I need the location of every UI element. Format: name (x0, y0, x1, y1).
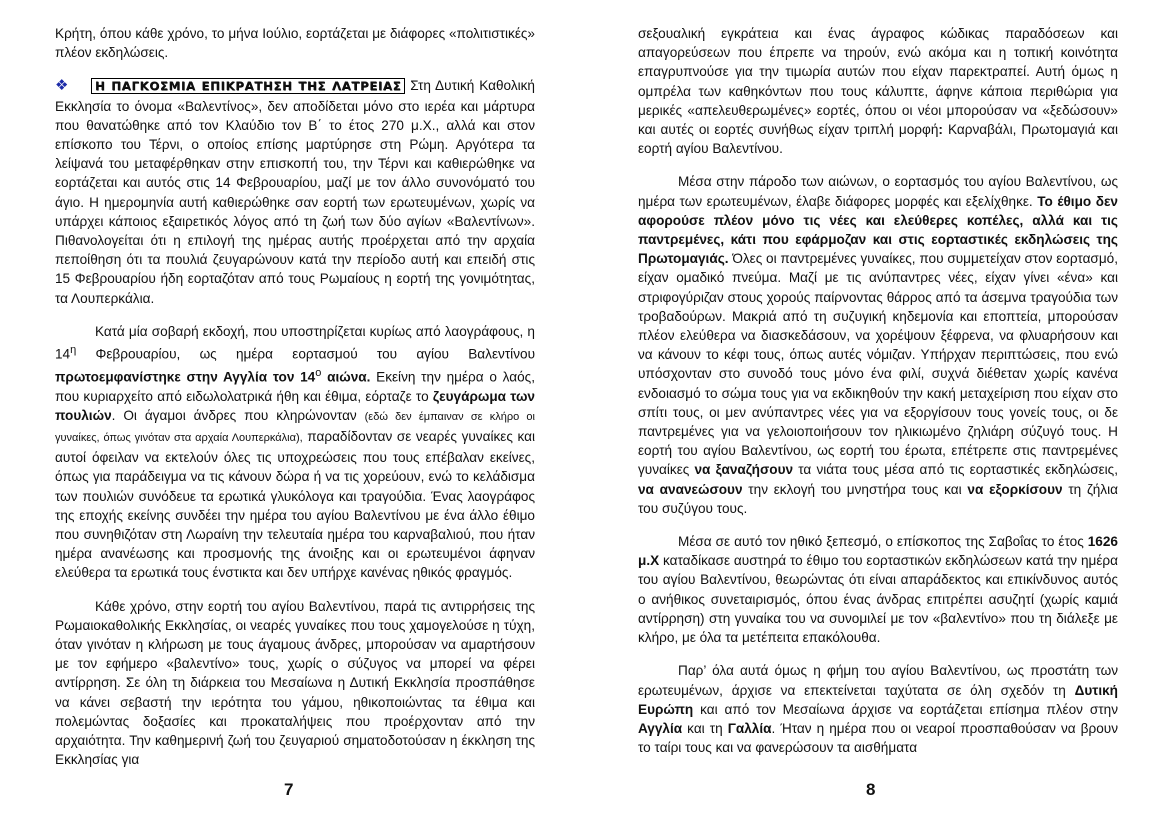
left-page (55, 24, 535, 784)
page-number-right: 8 (866, 780, 876, 799)
bold-text: να εξορκίσουν (967, 481, 1063, 497)
text-segment: παραδίδονταν σε νεαρές γυναίκες και αυτοί όφειλαν να εκτελούν όλες τις υποχρεώσεις που τους επέβαλαν εκείνες, όπως για παράδειγμα να τις κάνουν δώρα ή να τις χορεύουν, ενώ το κελάδισμα των πουλιών συνόδευε τα ερωτικά γλυκόλογα και τραγούδια. Ένας λαογράφος της εποχής εκείνης συνδέει την ημέρα του αγίου Βαλεντίνου με ένα άλλο έθιμο που συνηθιζόταν στη Λωραίνη την τελευταία ημέρα του καρναβαλιού, που ήταν ημέρα ανανέωσης και προσμονής της άνοιξης και οι ερωτευμένοι άφηναν ελεύθερα τα ερωτικά τους ένστικτα και δεν υπήρχε κανένας ηθικός φραγμός. (55, 428, 535, 581)
diamond-bullet-icon: ❖ (55, 77, 69, 95)
paragraph-text: Στη Δυτική Καθολική Εκκλησία το όνομα «Βαλεντίνος», δεν αποδίδεται μόνο στο ιερέα και μάρτυρα που θανατώθηκε από τον Κλαύδιο τον Β΄ το έτος 270 μ.Χ., αλλά και στον επίσκοπο του Τέρνι, ο οποίος επίσης μαρτύρησε στη Ρώμη. Αργότερα τα λείψανά του μεταφέρθηκαν στην επισκοπή του, την Τέρνι και καθιερώθηκε να εορτάζεται και αυτός στις 14 Φεβρουαρίου, μαζί με τον άλλο συνονόματό του άγιο. Η ημερομηνία αυτή καθιερώθηκε σαν εορτή των ερωτευμένων, χωρίς να υπάρχει κάποιος εξαιρετικός λόγος από τη ζωή των δύο αγίων «Βαλεντίνων». Πιθανολογείται ότι η επιλογή της ημέρας αυτής προέρχεται από την αρχαία πεποίθηση ότι τα πουλιά ζευγαρώνουν κατά την περίοδο αυτή και επειδή στις 15 Φεβρουαρίου ήδη εορταζόταν από τους Ρωμαίους η εορτή της γονιμότητας, τα Λουπερκάλια. (55, 78, 535, 306)
bold-text: Το έθιμο δεν αφορούσε πλέον μόνο τις νέες και ελεύθερες κοπέλες, αλλά και τις παντρεμένες, κάτι που εφάρμοζαν και στις εορταστικές εκδηλώσεις της Πρωτομαγιάς. (638, 193, 1118, 267)
intro-text: Κρήτη, όπου κάθε χρόνο, το μήνα Ιούλιο, εορτάζεται με διάφορες «πολιτιστικές» πλέον εκδηλώσεις. (55, 26, 535, 61)
text-segment: Φεβρουαρίου, ως ημέρα εορτασμού του αγίου Βαλεντίνου (76, 346, 535, 362)
text-segment: τα νιάτα τους μέσα από τις εορταστικές εκδηλώσεις, (793, 462, 1118, 478)
section-heading: Η ΠΑΓΚΟΣΜΙΑ ΕΠΙΚΡΑΤΗΣΗ ΤΗΣ ΛΑΤΡΕΙΑΣ (91, 78, 405, 94)
bold-text: Αγγλία (638, 720, 683, 736)
left-intro-paragraph (55, 24, 535, 62)
left-paragraph-1 (55, 76, 535, 307)
text-segment: . Οι άγαμοι άνδρες που κληρώνονταν (111, 407, 365, 423)
bold-text: Δυτική Ευρώπη (638, 682, 1118, 717)
paragraph-text: Κάθε χρόνο, στην εορτή του αγίου Βαλεντίνου, παρά τις αντιρρήσεις της Ρωμαιοκαθολικής Εκκλησίας, οι νεαρές γυναίκες που τους χαμογελούσε η τύχη, όταν γινόταν η κλήρωση με τους άγαμους άνδρες, μπορούσαν να αμαρτήσουν με τον εφήμερο «βαλεντίνο» τους, χωρίς ο σύζυγος να μπορεί να φέρει αντίρρηση. Σε όλη τη διάρκεια του Μεσαίωνα η Δυτική Εκκλησία προσπάθησε να κάνει σεβαστή την ιερότητα του γάμου, ηθικοποιώντας τα έθιμα και πολεμώντας δοξασίες και προκαταλήψεις που προέρχονταν από την αρχαιότητα. Την καθημερινή ζωή του ζευγαριού σηματοδοτούσαν η έκκληση της Εκκλησίας για (55, 598, 535, 768)
text-segment: Κατά μία σοβαρή εκδοχή, που υποστηρίζεται κυρίως από λαογράφους, η 14 (55, 323, 535, 362)
bold-text: πρωτοεμφανίστηκε στην Αγγλία τον 14 (55, 369, 316, 385)
right-page (638, 24, 1118, 784)
text-segment: Καρναβάλι, Πρωτομαγιά και εορτή αγίου Βαλεντίνου. (638, 122, 1118, 157)
bold-text: : (938, 122, 943, 138)
text-segment: και από τον Μεσαίωνα άρχισε να εορτάζεται επίσημα πλέον στην (693, 701, 1118, 717)
text-segment: Παρ’ όλα αυτά όμως η φήμη του αγίου Βαλεντίνου, ως προστάτη των ερωτευμένων, άρχισε να επεκτείνεται ταχύτατα σε όλη σχεδόν τη (638, 663, 1118, 698)
text-segment: Όλες οι παντρεμένες γυναίκες, που συμμετείχαν στον εορτασμό, είχαν ομαδικό πνεύμα. Μαζί με τις ανύπαντρες νέες, είχαν γίνει «ένα» και στριφογύριζαν στους χορούς παίρνοντας θάρρος από τα άσεμνα τραγούδια των τροβαδούρων. Μακριά από τη συζυγική κηδεμονία και εποπτεία, μπορούσαν πλέον ελεύθερα να διασκεδάσουν, να χορέψουν ξέφρενα, να φλυαρήσουν και να κάνουν το κέφι τους, όπως αυτές νόμιζαν. Υπήρχαν περιπτώσεις, που ενώ υπόσχονταν στο συνοδό τους μόνο ένα φιλί, συχνά διέθεταν χωρίς κανένα ενδοιασμό το σώμα τους για να εκδικηθούν την κακή μεταχείριση που είχαν στο σπίτι τους, οι μεν ανύπαντρες νέες για να εξοργίσουν τους γονείς τους, οι δε παντρεμένες για να γελοιοποιήσουν τον ηλικιωμένο ζηλιάρη σύζυγό τους. Η εορτή του αγίου Βαλεντίνου, ως εορτή του έρωτα, επέτρεπε στις παντρεμένες γυναίκες (638, 251, 1118, 478)
page-number-left: 7 (284, 780, 294, 799)
bold-text: Γαλλία (727, 720, 772, 736)
text-segment: Εκείνη την ημέρα ο λαός, που κυριαρχείτο από ειδωλολατρικά ήθη και έθιμα, εόρταζε το (55, 369, 535, 404)
text-segment: Μέσα σε αυτό τον ηθικό ξεπεσμό, ο επίσκοπος της Σαβοΐας το έτος (678, 534, 1088, 550)
text-segment: . Ήταν η ημέρα που οι νεαροί προσπαθούσαν να βρουν το ταίρι τους και να φανερώσουν τα αισθήματα (638, 720, 1118, 756)
right-paragraph-3 (638, 532, 1118, 647)
right-paragraph-4 (638, 661, 1118, 757)
text-segment: καταδίκασε αυστηρά το έθιμο του εορταστικών εκδηλώσεων κατά την ημέρα του αγίου Βαλεντίνου, θεωρώντας ότι είναι απαράδεκτος και επικίνδυνος αυτός ο ανήθικος συνεταιρισμός, όπου ένας άνδρας επιτρέπει ασυζητί (χωρίς καμιά αντίρρηση) στη γυναίκα του να συνομιλεί με τον «βαλεντίνο» που τη διάλεξε με κλήρο, με όλα τα μετέπειτα επακόλουθα. (638, 553, 1118, 646)
bold-text: να ανανεώσουν (638, 481, 743, 497)
right-paragraph-2 (638, 172, 1118, 518)
left-paragraph-3 (55, 597, 535, 770)
bold-text: 1626 μ.Χ (638, 534, 1118, 569)
small-note: (εδώ δεν έμπαιναν σε κλήρο οι γυναίκες, όπως γινόταν στα αρχαία Λουπερκάλια), (55, 410, 535, 444)
text-segment: τη ζήλια του συζύγου τους. (638, 481, 1118, 516)
bold-text: αιώνα. (321, 369, 371, 385)
text-segment: σεξουαλική εγκράτεια και ένας άγραφος κώδικας παραδόσεων και απαγορεύσεων που έπρεπε να τηρούν, ενώ ακόμα και η τοπική κοινότητα επαγρυπνούσε για την τιμωρία αυτών που είχαν παρεκτραπεί. Αυτή όμως η ομπρέλα των καθηκόντων που τους κάλυπτε, άφηνε κάποια περιθώρια για μερικές «απελευθερωμένες» εορτές, όπου οι νέοι μπορούσαν να «ξεδώσουν» και αυτές οι εορτές συνήθως είχαν τριπλή μορφή (638, 26, 1118, 138)
text-segment: και τη (682, 720, 728, 736)
left-paragraph-2 (55, 322, 535, 583)
bold-text: να ξαναζήσουν (694, 462, 794, 478)
right-paragraph-1 (638, 24, 1118, 158)
text-segment: Μέσα στην πάροδο των αιώνων, ο εορτασμός του αγίου Βαλεντίνου, ως ημέρα των ερωτευμένων, έλαβε διάφορες μορφές και εξελίχθηκε. (638, 174, 1118, 209)
bold-text: ζευγάρωμα των πουλιών (55, 388, 535, 423)
text-segment: την εκλογή του μνηστήρα τους και (742, 481, 968, 497)
superscript: η (70, 344, 77, 357)
superscript: ο (315, 366, 322, 379)
